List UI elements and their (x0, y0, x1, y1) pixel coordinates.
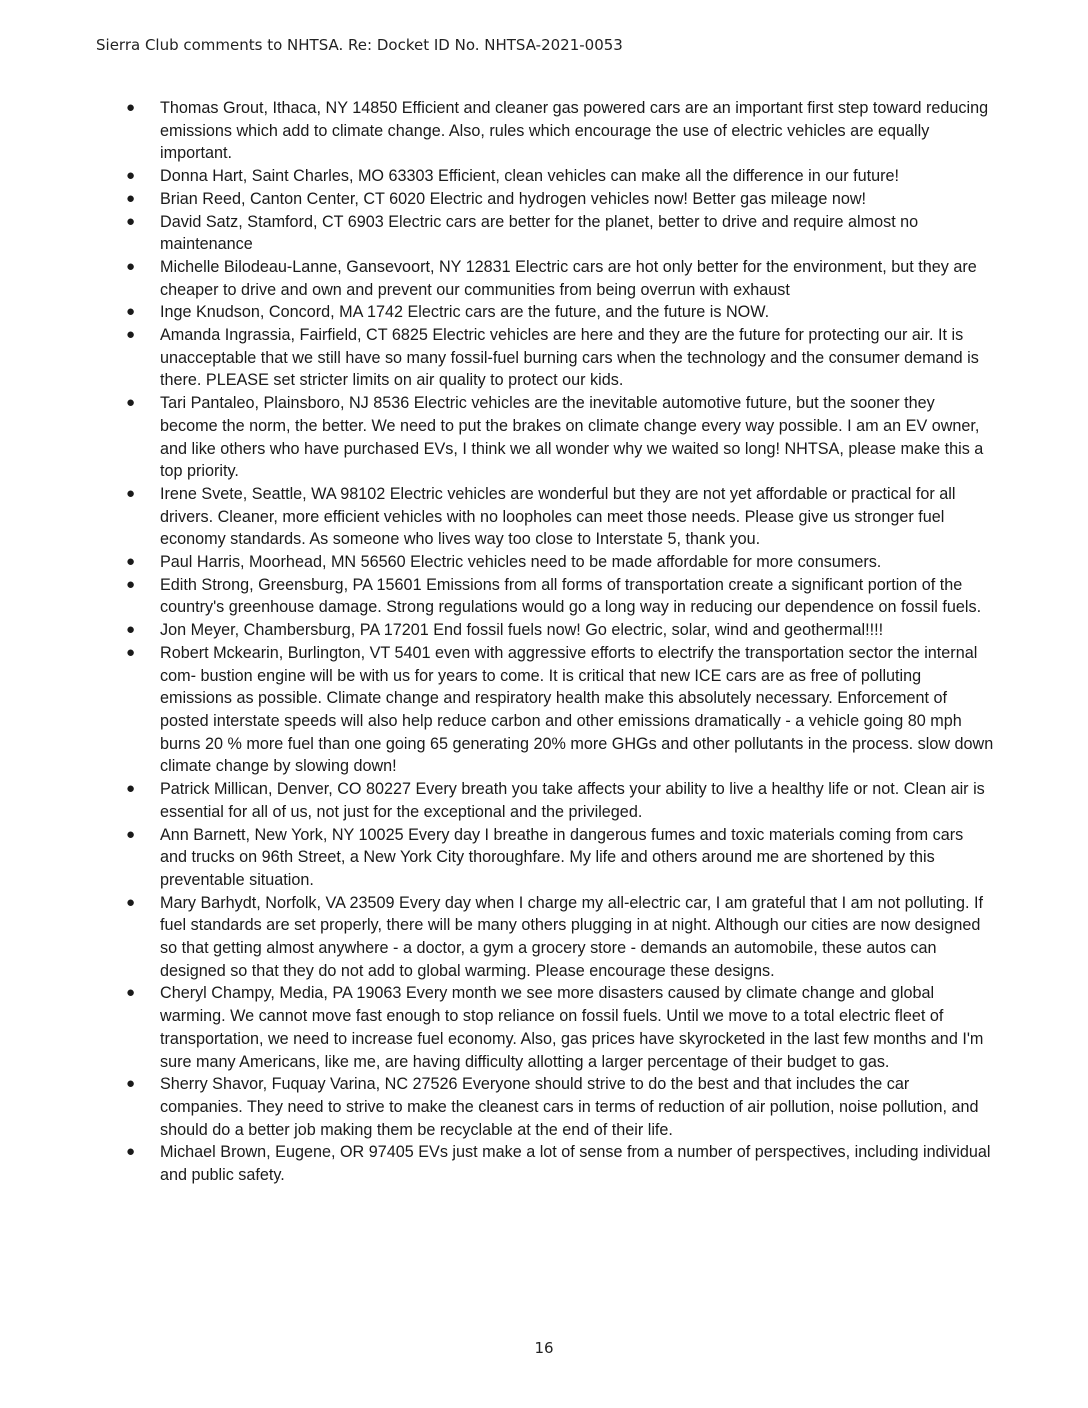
comment-text: Inge Knudson, Concord, MA 1742 Electric cars are the future, and the future is NOW. (160, 303, 770, 322)
comment-item (126, 642, 994, 778)
bullet-icon: ● (126, 553, 136, 571)
comment-item (126, 188, 994, 211)
bullet-icon: ● (126, 257, 136, 275)
comment-text: David Satz, Stamford, CT 6903 Electric cars are better for the planet, better to drive and require almost no maintenance (160, 212, 919, 254)
comment-item (126, 574, 994, 619)
bullet-icon: ● (126, 643, 136, 661)
bullet-icon: ● (126, 1075, 136, 1093)
bullet-icon: ● (126, 621, 136, 639)
comment-text: Brian Reed, Canton Center, CT 6020 Electric and hydrogen vehicles now! Better gas mileage now! (160, 189, 867, 208)
comment-item (126, 483, 994, 551)
comment-item (126, 97, 994, 165)
comment-text: Robert Mckearin, Burlington, VT 5401 even with aggressive efforts to electrify the transportation sector the internal com- bustion engine will be with us for years to come. It is critical that new ICE cars are as free of polluting emissions as possible. Climate change and respiratory health make this absolutely necessary. Enforcement of posted interstate speeds will also help reduce carbon and other emissions dramatically - a vehicle going 80 mph burns 20 % more fuel than one going 65 generating 20% more GHGs and other pollutants in the process. slow down climate change by slowing down! (160, 643, 994, 776)
comment-text: Jon Meyer, Chambersburg, PA 17201 End fossil fuels now! Go electric, solar, wind and geothermal!!!! (160, 621, 884, 640)
comment-text: Tari Pantaleo, Plainsboro, NJ 8536 Electric vehicles are the inevitable automotive future, but the sooner they become the norm, the better. We need to put the brakes on climate change every way possible. I am an EV owner, and like others who have purchased EVs, I think we all wonder why we waited so long! NHTSA, please make this a top priority. (160, 394, 984, 481)
comment-item (126, 1073, 994, 1141)
comment-text: Cheryl Champy, Media, PA 19063 Every month we see more disasters caused by climate change and global warming. We cannot move fast enough to stop reliance on fossil fuels. Until we move to a total electric fleet of transportation, we need to increase fuel economy. Also, gas prices have skyrocketed in the last few months and I'm sure many Americans, like me, are having difficulty allotting a larger percentage of their budget to gas. (160, 984, 984, 1071)
comment-text: Michael Brown, Eugene, OR 97405 EVs just make a lot of sense from a number of perspectives, including individual and public safety. (160, 1143, 991, 1185)
bullet-icon: ● (126, 394, 136, 412)
bullet-icon: ● (126, 984, 136, 1002)
comment-text: Donna Hart, Saint Charles, MO 63303 Efficient, clean vehicles can make all the difference in our future! (160, 167, 900, 186)
bullet-icon: ● (126, 303, 136, 321)
bullet-icon: ● (126, 167, 136, 185)
comment-item (126, 165, 994, 188)
comment-item (126, 211, 994, 256)
comment-text: Edith Strong, Greensburg, PA 15601 Emissions from all forms of transportation create a significant portion of the country's greenhouse damage. Strong regulations would go a long way in reducing our dependence on fossil fuels. (160, 575, 982, 617)
bullet-icon: ● (126, 484, 136, 502)
comment-text: Ann Barnett, New York, NY 10025 Every day I breathe in dangerous fumes and toxic materials coming from cars and trucks on 96th Street, a New York City thoroughfare. My life and others around me are shortened by this preventable situation. (160, 825, 964, 889)
comment-item (126, 392, 994, 483)
comment-text: Paul Harris, Moorhead, MN 56560 Electric vehicles need to be made affordable for more consumers. (160, 553, 882, 572)
comment-item (126, 892, 994, 983)
bullet-icon: ● (126, 189, 136, 207)
comment-item (126, 301, 994, 324)
bullet-icon: ● (126, 780, 136, 798)
comment-item (126, 1141, 994, 1186)
comment-text: Mary Barhydt, Norfolk, VA 23509 Every day when I charge my all-electric car, I am grateful that I am not polluting. If fuel standards are set properly, there will be many others plugging in at night. Although our cities are now designed so that getting almost anywhere - a doctor, a gym a grocery store - demands an automobile, these autos can designed so that they do not add to global warming. Please encourage these designs. (160, 893, 983, 980)
comment-item (126, 982, 994, 1073)
bullet-icon: ● (126, 825, 136, 843)
bullet-icon: ● (126, 99, 136, 116)
comment-text: Amanda Ingrassia, Fairfield, CT 6825 Electric vehicles are here and they are the future for protecting our air. It is unacceptable that we still have so many fossil-fuel burning cars when the technology and the consumer demand is there. PLEASE set stricter limits on air quality to protect our kids. (160, 326, 979, 390)
comment-item (126, 824, 994, 892)
comment-list (126, 97, 994, 1187)
comment-text: Michelle Bilodeau-Lanne, Gansevoort, NY 12831 Electric cars are hot only better for the environment, but they are cheaper to drive and own and prevent our communities from being overrun with exhaust (160, 257, 977, 299)
bullet-icon: ● (126, 326, 136, 344)
comment-item (126, 256, 994, 301)
comment-item (126, 324, 994, 392)
comment-text: Patrick Millican, Denver, CO 80227 Every breath you take affects your ability to live a healthy life or not. Clean air is essential for all of us, not just for the exceptional and the privileged. (160, 780, 985, 821)
comment-text: Thomas Grout, Ithaca, NY 14850 Efficient and cleaner gas powered cars are an important first step toward reducing emissions which add to climate change. Also, rules which encourage the use of electric vehicles are equally important. (160, 99, 989, 163)
comment-text: Sherry Shavor, Fuquay Varina, NC 27526 Everyone should strive to do the best and that includes the car companies. They need to strive to make the cleanest cars in terms of reduction of air pollution, noise pollution, and should do a better job making them be recyclable at the end of their life. (160, 1075, 979, 1139)
page-number: 16 (534, 1339, 554, 1357)
page-header: Sierra Club comments to NHTSA. Re: Docket ID No. NHTSA-2021-0053 (96, 36, 623, 54)
bullet-icon: ● (126, 1143, 136, 1161)
comment-item (126, 619, 994, 642)
comment-item (126, 778, 994, 823)
comment-item (126, 551, 994, 574)
bullet-icon: ● (126, 212, 136, 230)
bullet-icon: ● (126, 893, 136, 911)
comment-text: Irene Svete, Seattle, WA 98102 Electric vehicles are wonderful but they are not yet affordable or practical for all drivers. Cleaner, more efficient vehicles with no loopholes can meet those needs. Please give us stronger fuel economy standards. As someone who lives way too close to Interstate 5, thank you. (160, 484, 956, 549)
bullet-icon: ● (126, 575, 136, 593)
